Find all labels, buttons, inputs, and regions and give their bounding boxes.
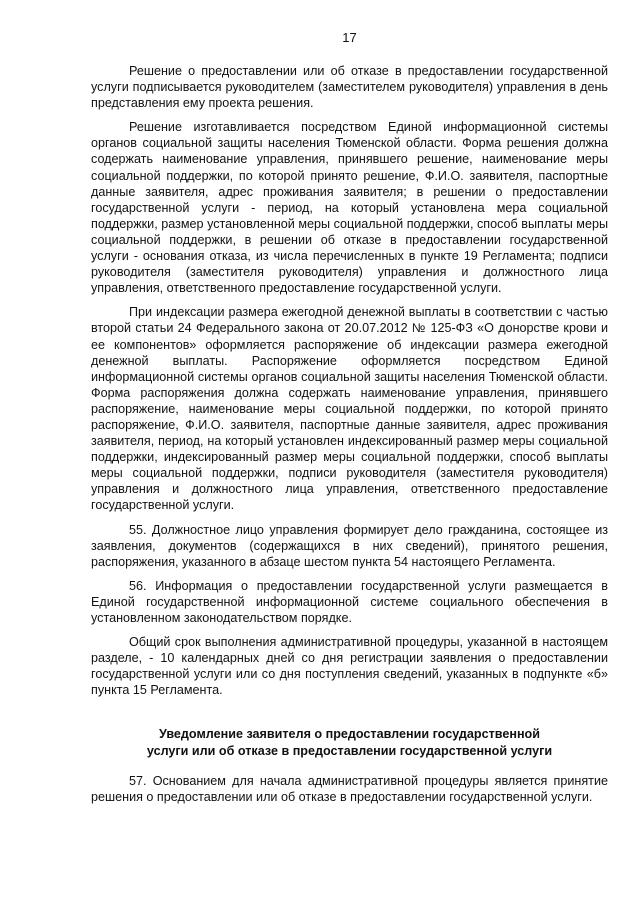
paragraph-indexation-order: При индексации размера ежегодной денежной выплаты в соответствии с частью второй статьи 24 Федерального закона от 20.07.2012 № 125-ФЗ «О донорстве крови и ее компонентов» оформляется распоряжение об индексации размера ежегодной денежной выплаты. Распоряжение оформляется посредством Единой информационной системы органов социальной защиты населения Тюменской области. Форма распоряжения должна содержать наименование управления, принявшего распоряжение, наименование меры социальной поддержки, по которой принято распоряжение, Ф.И.О. заявителя, паспортные данные заявителя, адрес проживания заявителя, период, на который установлен индексированный размер меры социальной поддержки, индексированный размер меры социальной поддержки, способ выплаты меры социальной поддержки, подписи руководителя (заместителя руководителя) управления и должностного лица управления, ответственного предоставление государственной услуги. (91, 305, 608, 513)
paragraph-item-56: 56. Информация о предоставлении государственной услуги размещается в Единой государственной информационной системе социального обеспечения в установленном законодательством порядке. (91, 578, 608, 625)
section-heading-line-1: Уведомление заявителя о предоставлении государственной (159, 727, 540, 742)
section-heading (91, 726, 608, 758)
paragraph-item-55: 55. Должностное лицо управления формирует дело гражданина, состоящее из заявления, документов (содержащихся в них сведений), принятого решения, распоряжения, указанного в абзаце шестом пункта 54 настоящего Регламента. (91, 522, 608, 569)
paragraph-total-term: Общий срок выполнения административной процедуры, указанной в настоящем разделе, - 10 календарных дней со дня регистрации заявления о предоставлении государственной услуги или со дня поступления сведений, указанных в подпункте «б» пункта 15 Регламента. (91, 635, 608, 698)
section-heading-line-2: услуги или об отказе в предоставлении государственной услуги (146, 743, 553, 758)
paragraph-item-57: 57. Основанием для начала административной процедуры является принятие решения о предоставлении или об отказе в предоставлении государственной услуги. (91, 773, 608, 804)
page-number: 17 (342, 30, 357, 45)
paragraph-decision-form: Решение изготавливается посредством Единой информационной системы органов социальной защиты населения Тюменской области. Форма решения должна содержать наименование управления, принявшего решение, наименование меры социальной поддержки, по которой принято решение, Ф.И.О. заявителя, паспортные данные заявителя, адрес проживания заявителя; в решении о предоставлении государственной услуги - период, на который установлена мера социальной поддержки, размер установленной меры социальной поддержки, способ выплаты меры социальной поддержки, в решении об отказе в предоставлении государственной услуги - основания отказа, из числа перечисленных в пункте 19 Регламента; подписи руководителя (заместителя руководителя) управления и должностного лица управления, ответственного предоставление государственной услуги. (91, 120, 608, 296)
paragraph-decision-signing: Решение о предоставлении или об отказе в предоставлении государственной услуги подписывается руководителем (заместителем руководителя) управления в день представления ему проекта решения. (91, 64, 608, 111)
